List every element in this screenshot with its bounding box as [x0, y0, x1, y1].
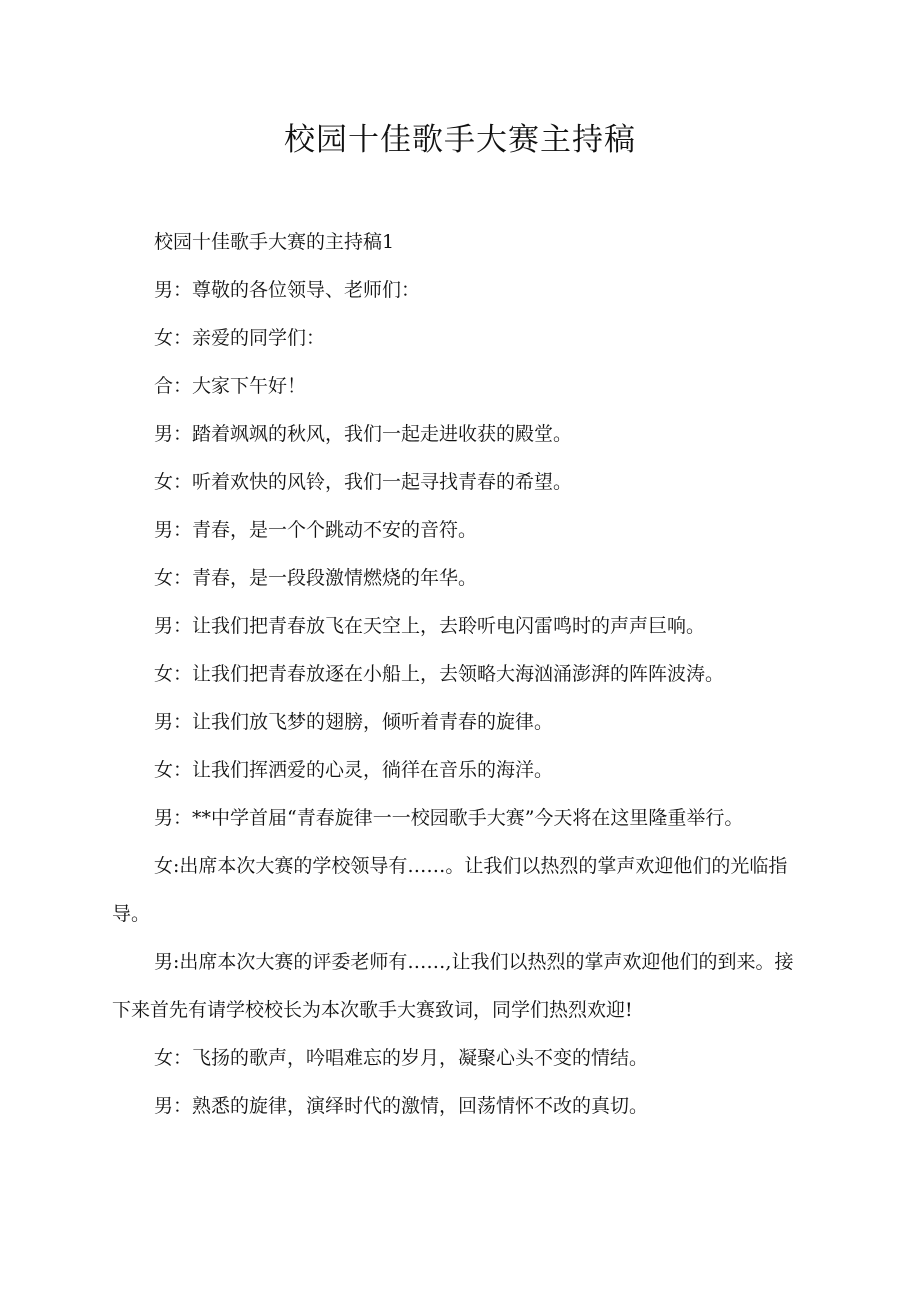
- paragraph: 女：让我们挥洒爱的心灵，徜徉在音乐的海洋。: [154, 759, 554, 781]
- paragraph: 女：飞扬的歌声，吟唱难忘的岁月，凝聚心头不变的情结。: [154, 1047, 649, 1069]
- paragraph: 男：熟悉的旋律，演绎时代的激情，回荡情怀不改的真切。: [154, 1095, 649, 1117]
- paragraph: 男：让我们把青春放飞在天空上，去聆听电闪雷鸣时的声声巨响。: [154, 615, 706, 637]
- paragraph: 女：听着欢快的风铃，我们一起寻找青春的希望。: [154, 471, 573, 493]
- paragraph: 女：亲爱的同学们：: [154, 327, 326, 349]
- document-body: [112, 218, 812, 1130]
- paragraph: 女:出席本次大赛的学校领导有……。让我们以热烈的掌声欢迎他们的光临指导。: [112, 855, 788, 925]
- paragraph: 男：让我们放飞梦的翅膀，倾听着青春的旋律。: [154, 711, 554, 733]
- paragraph: 女：让我们把青春放逐在小船上，去领略大海汹涌澎湃的阵阵波涛。: [154, 663, 725, 685]
- document-title: 校园十佳歌手大赛主持稿: [284, 122, 636, 158]
- paragraph: 男:出席本次大赛的评委老师有……,让我们以热烈的掌声欢迎他们的到来。接下来首先有请学校校长为本次歌手大赛致词，同学们热烈欢迎!: [112, 951, 794, 1021]
- paragraph: 男：**中学首届“青春旋律一一校园歌手大赛”今天将在这里隆重举行。: [154, 807, 744, 829]
- paragraph: 合：大家下午好！: [154, 375, 307, 397]
- paragraph: 女：青春，是一段段激情燃烧的年华。: [154, 567, 478, 589]
- paragraph: 男：踏着飒飒的秋风，我们一起走进收获的殿堂。: [154, 423, 573, 445]
- paragraph: 男：青春，是一个个跳动不安的音符。: [154, 519, 478, 541]
- paragraph: 男：尊敬的各位领导、老师们：: [154, 279, 421, 301]
- section-heading: 校园十佳歌手大赛的主持稿1: [154, 231, 395, 253]
